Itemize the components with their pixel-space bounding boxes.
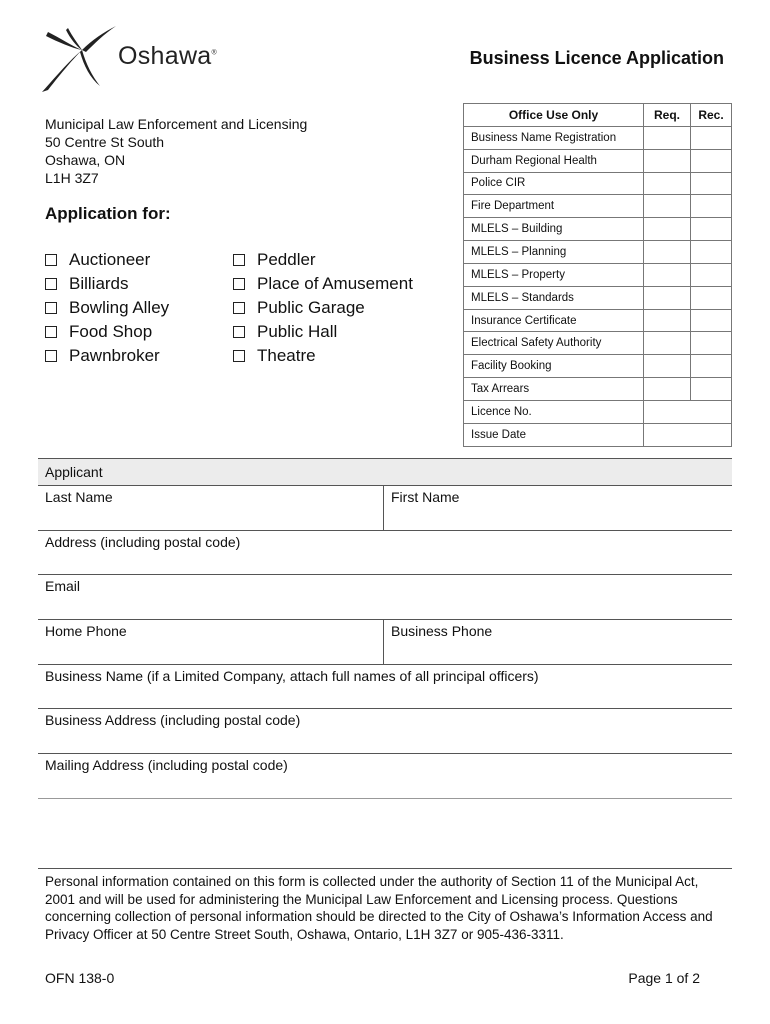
issue-date-cell[interactable] <box>644 423 732 446</box>
checkbox-billiards[interactable] <box>45 272 169 296</box>
office-use-item: MLELS – Building <box>464 218 644 241</box>
office-use-row <box>464 195 732 218</box>
rec-cell[interactable] <box>691 286 732 309</box>
checkbox-public-garage[interactable] <box>233 296 413 320</box>
req-cell[interactable] <box>644 286 691 309</box>
office-use-item: MLELS – Planning <box>464 241 644 264</box>
oshawa-logo <box>38 22 248 94</box>
business-name-field[interactable] <box>38 665 732 709</box>
checkbox-icon[interactable] <box>45 350 57 362</box>
office-use-item: Durham Regional Health <box>464 149 644 172</box>
req-cell[interactable] <box>644 263 691 286</box>
logo-registered-mark: ® <box>211 49 217 57</box>
req-cell[interactable] <box>644 149 691 172</box>
office-use-item: MLELS – Property <box>464 263 644 286</box>
office-use-row <box>464 263 732 286</box>
email-row <box>38 575 732 620</box>
req-cell[interactable] <box>644 241 691 264</box>
checkbox-public-hall[interactable] <box>233 320 413 344</box>
office-use-header: Office Use Only <box>464 104 644 127</box>
office-use-row <box>464 286 732 309</box>
office-use-item: Fire Department <box>464 195 644 218</box>
office-use-item: Business Name Registration <box>464 126 644 149</box>
applicant-section-header: Applicant <box>38 458 732 486</box>
office-address <box>45 115 307 187</box>
checkbox-label: Public Hall <box>257 322 338 341</box>
licence-type-column-2 <box>233 248 413 368</box>
checkbox-icon[interactable] <box>233 350 245 362</box>
last-name-field[interactable] <box>38 486 384 530</box>
office-use-row <box>464 241 732 264</box>
form-number: OFN 138-0 <box>45 970 115 986</box>
req-cell[interactable] <box>644 195 691 218</box>
checkbox-label: Billiards <box>69 274 129 293</box>
page-title: Business Licence Application <box>469 48 724 68</box>
applicant-form <box>38 458 732 799</box>
application-for-heading: Application for: <box>45 204 171 223</box>
page-number: Page 1 of 2 <box>628 970 700 986</box>
business-address-field[interactable] <box>38 709 732 753</box>
req-cell[interactable] <box>644 172 691 195</box>
checkbox-food-shop[interactable] <box>45 320 169 344</box>
first-name-label: First Name <box>391 489 460 505</box>
office-use-row <box>464 218 732 241</box>
office-use-row <box>464 378 732 401</box>
checkbox-icon[interactable] <box>233 254 245 266</box>
req-header: Req. <box>644 104 691 127</box>
office-use-header-row <box>464 104 732 127</box>
first-name-field[interactable] <box>384 486 732 530</box>
checkbox-icon[interactable] <box>45 326 57 338</box>
rec-cell[interactable] <box>691 378 732 401</box>
checkbox-icon[interactable] <box>45 278 57 290</box>
rec-cell[interactable] <box>691 309 732 332</box>
business-name-row <box>38 665 732 710</box>
mailing-address-field[interactable] <box>38 754 732 798</box>
office-use-item: Electrical Safety Authority <box>464 332 644 355</box>
req-cell[interactable] <box>644 332 691 355</box>
checkbox-icon[interactable] <box>233 278 245 290</box>
office-use-row <box>464 309 732 332</box>
office-use-table <box>463 103 732 447</box>
last-name-label: Last Name <box>45 489 113 505</box>
rec-header: Rec. <box>691 104 732 127</box>
email-label: Email <box>45 578 81 595</box>
checkbox-label: Peddler <box>257 250 316 269</box>
rec-cell[interactable] <box>691 195 732 218</box>
office-use-row <box>464 423 732 446</box>
checkbox-label: Food Shop <box>69 322 153 341</box>
home-phone-field[interactable] <box>38 620 384 664</box>
office-use-item: Facility Booking <box>464 355 644 378</box>
rec-cell[interactable] <box>691 355 732 378</box>
oshawa-star-icon <box>38 22 118 94</box>
office-use-item: Tax Arrears <box>464 378 644 401</box>
checkbox-peddler[interactable] <box>233 248 413 272</box>
office-use-row <box>464 355 732 378</box>
checkbox-label: Bowling Alley <box>69 298 170 317</box>
address-line: L1H 3Z7 <box>45 170 99 186</box>
office-use-row <box>464 126 732 149</box>
privacy-notice: Personal information contained on this form is collected under the authority of Section 11 of the Municipal Act, 2001 and will be used for administering the Municipal Law Enforcement and Licensing process. Questions concerning collection of personal information should be directed to the City of Oshawa’s Information Access and Privacy Officer at 50 Centre Street South, Oshawa, Ontario, L1H 3Z7 or 905-436-3311. <box>45 874 713 942</box>
checkbox-label: Theatre <box>257 346 316 365</box>
business-address-row <box>38 709 732 754</box>
checkbox-bowling-alley[interactable] <box>45 296 169 320</box>
rec-cell[interactable] <box>691 172 732 195</box>
logo-wordmark <box>118 42 217 71</box>
address-line: Oshawa, ON <box>45 152 126 168</box>
checkbox-label: Public Garage <box>257 298 365 317</box>
email-field[interactable] <box>38 575 732 619</box>
checkbox-icon[interactable] <box>233 326 245 338</box>
office-use-item: Police CIR <box>464 172 644 195</box>
office-use-row <box>464 149 732 172</box>
checkbox-auctioneer[interactable] <box>45 248 169 272</box>
checkbox-pawnbroker[interactable] <box>45 344 169 368</box>
rec-cell[interactable] <box>691 241 732 264</box>
business-phone-field[interactable] <box>384 620 732 664</box>
office-use-row <box>464 172 732 195</box>
home-phone-label: Home Phone <box>45 623 127 640</box>
office-use-row <box>464 332 732 355</box>
licence-type-column-1 <box>45 248 169 368</box>
address-label: Address (including postal code) <box>45 533 241 550</box>
name-row <box>38 486 732 531</box>
rec-cell[interactable] <box>691 218 732 241</box>
req-cell[interactable] <box>644 378 691 401</box>
address-row <box>38 531 732 576</box>
office-use-item: Insurance Certificate <box>464 309 644 332</box>
req-cell[interactable] <box>644 309 691 332</box>
licence-number-cell[interactable] <box>644 400 732 423</box>
mailing-address-row <box>38 754 732 799</box>
office-use-item: Issue Date <box>464 423 644 446</box>
office-use-item: Licence No. <box>464 400 644 423</box>
rec-cell[interactable] <box>691 263 732 286</box>
checkbox-label: Pawnbroker <box>69 346 160 365</box>
checkbox-icon[interactable] <box>45 254 57 266</box>
checkbox-place-of-amusement[interactable] <box>233 272 413 296</box>
office-use-row <box>464 400 732 423</box>
business-name-label: Business Name (if a Limited Company, attach full names of all principal officers) <box>45 667 539 684</box>
rec-cell[interactable] <box>691 332 732 355</box>
address-line: 50 Centre St South <box>45 134 165 150</box>
req-cell[interactable] <box>644 126 691 149</box>
mailing-address-label: Mailing Address (including postal code) <box>45 757 288 774</box>
rec-cell[interactable] <box>691 126 732 149</box>
rec-cell[interactable] <box>691 149 732 172</box>
checkbox-icon[interactable] <box>233 302 245 314</box>
address-field[interactable] <box>38 531 732 575</box>
logo-name: Oshawa <box>118 42 212 70</box>
office-use-item: MLELS – Standards <box>464 286 644 309</box>
checkbox-icon[interactable] <box>45 302 57 314</box>
req-cell[interactable] <box>644 355 691 378</box>
business-phone-label: Business Phone <box>391 623 493 640</box>
divider <box>38 868 732 869</box>
phone-row <box>38 620 732 665</box>
checkbox-label: Auctioneer <box>69 250 151 269</box>
checkbox-label: Place of Amusement <box>257 274 413 293</box>
checkbox-theatre[interactable] <box>233 344 413 368</box>
req-cell[interactable] <box>644 218 691 241</box>
address-line: Municipal Law Enforcement and Licensing <box>45 116 308 132</box>
business-address-label: Business Address (including postal code) <box>45 712 301 729</box>
